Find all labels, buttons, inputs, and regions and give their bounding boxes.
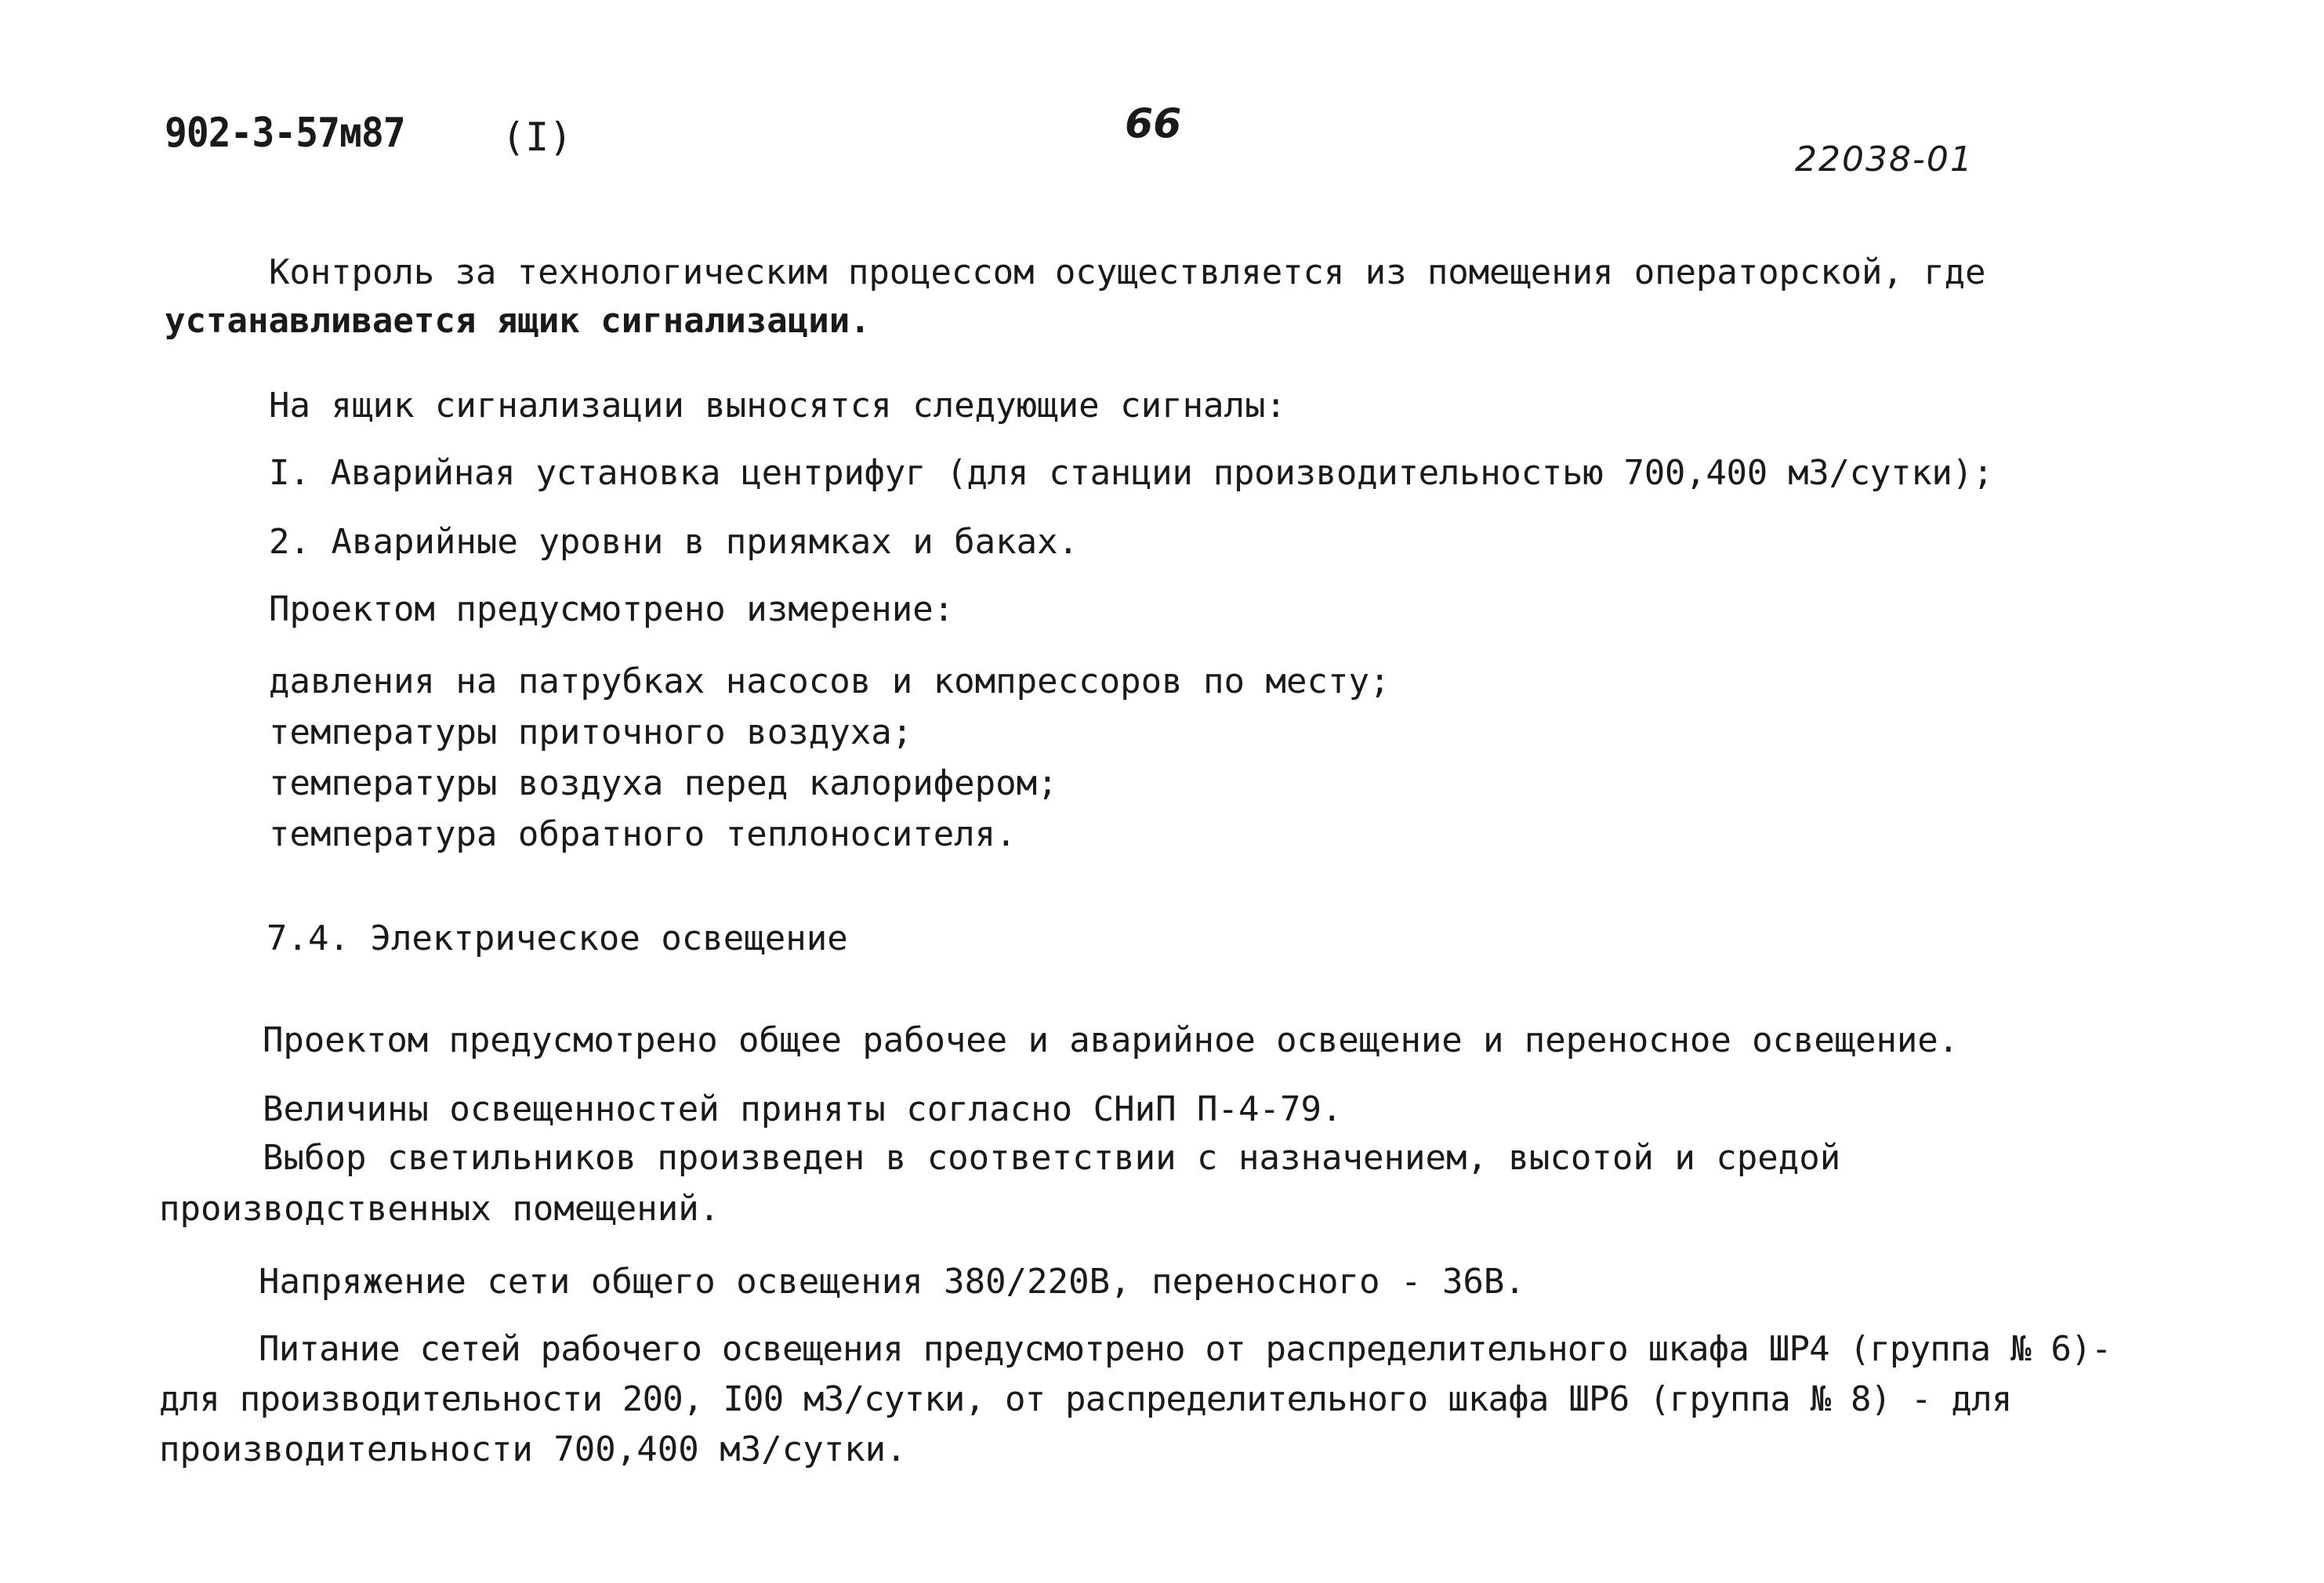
lighting-paragraph-2: Величины освещенностей приняты согласно СНиП П-4-79.	[263, 1089, 1343, 1129]
lighting-paragraph-1: Проектом предусмотрено общее рабочее и аварийное освещение и переносное освещение.	[263, 1020, 1959, 1060]
signals-intro: На ящик сигнализации выносятся следующие сигналы:	[269, 386, 1287, 426]
power-paragraph-line-2: для производительности 200, I00 м3/сутки, от распределительного шкафа ШР6 (группа № 8) - для	[159, 1379, 2012, 1419]
measure-item-4: температура обратного теплоносителя.	[269, 814, 1017, 854]
sheet-mark: (I)	[502, 114, 573, 160]
measure-item-1: давления на патрубках насосов и компрессоров по месту;	[269, 661, 1390, 701]
control-paragraph-line-1: Контроль за технологическим процессом осуществляется из помещения операторской, где	[269, 252, 1986, 292]
voltage-paragraph: Напряжение сети общего освещения 380/220В, переносного - 36В.	[259, 1262, 1525, 1302]
signal-item-2: 2. Аварийные уровни в приямках и баках.	[269, 522, 1079, 562]
lighting-paragraph-3-line-2: производственных помещений.	[159, 1189, 720, 1229]
inventory-number: 22038-01	[1795, 139, 1974, 179]
measure-item-3: температуры воздуха перед калорифером;	[269, 763, 1058, 803]
lighting-paragraph-3-line-1: Выбор светильников произведен в соответствии с назначением, высотой и средой	[263, 1138, 1841, 1178]
page-number: 66	[1125, 100, 1182, 147]
power-paragraph-line-3: производительности 700,400 м3/сутки.	[159, 1429, 907, 1469]
power-paragraph-line-1: Питание сетей рабочего освещения предусмотрено от распределительного шкафа ШР4 (группа № 6)-	[259, 1329, 2112, 1369]
section-title: 7.4. Электрическое освещение	[266, 918, 848, 958]
control-paragraph-line-2: устанавливается ящик сигнализации.	[165, 301, 871, 341]
signal-item-1: I. Аварийная установка центрифуг (для станции производительностью 700,400 м3/сутки);	[269, 453, 1993, 493]
measure-item-2: температуры приточного воздуха;	[269, 712, 913, 752]
document-code: 902-3-57м87	[165, 110, 405, 157]
measure-intro: Проектом предусмотрено измерение:	[269, 589, 955, 629]
